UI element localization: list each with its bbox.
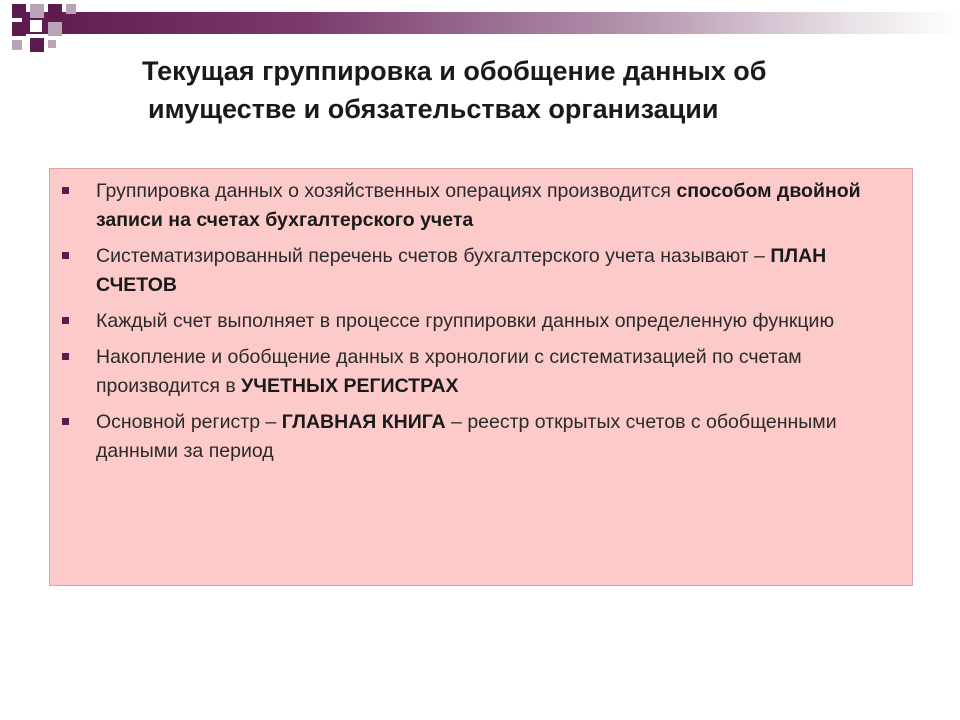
bullet-text-bold: ПЛАН СЧЕТОВ — [96, 245, 827, 296]
decoration-square — [30, 4, 44, 18]
slide-title-line1: Текущая группировка и обобщение данных об — [142, 56, 767, 86]
decoration-square — [48, 22, 62, 36]
bullet-text: Каждый счет выполняет в процессе группировки данных определенную функцию — [96, 310, 835, 332]
square-bullet-icon — [62, 353, 69, 360]
square-bullet-icon — [62, 252, 69, 259]
square-bullet-icon — [62, 418, 69, 425]
header-decoration-bar — [22, 12, 960, 34]
bullet-item — [62, 242, 902, 300]
bullet-item — [62, 408, 902, 466]
decoration-square — [30, 38, 44, 52]
square-bullet-icon — [62, 317, 69, 324]
bullet-text: Систематизированный перечень счетов бухгалтерского учета называют – — [96, 245, 771, 267]
bullet-text-bold: УЧЕТНЫХ РЕГИСТРАХ — [241, 375, 459, 397]
bullet-item — [62, 343, 902, 401]
decoration-square — [66, 4, 76, 14]
decoration-square — [12, 40, 22, 50]
decoration-square — [48, 40, 56, 48]
content-box — [49, 168, 913, 586]
bullet-list — [62, 177, 902, 473]
bullet-item — [62, 307, 902, 336]
square-bullet-icon — [62, 187, 69, 194]
bullet-item — [62, 177, 902, 235]
bullet-text-bold: ГЛАВНАЯ КНИГА — [281, 411, 446, 433]
bullet-text: – реестр открытых счетов с обобщенными данными за период — [96, 411, 837, 462]
decoration-square — [12, 4, 26, 18]
slide-title-line2: имуществе и обязательствах организации — [148, 94, 719, 124]
bullet-text: Накопление и обобщение данных в хронологии с систематизацией по счетам производится в — [96, 346, 802, 397]
bullet-text-bold: способом двойной записи на счетах бухгалтерского учета — [96, 180, 861, 231]
bullet-text: Группировка данных о хозяйственных операциях производится — [96, 180, 677, 202]
decoration-square — [30, 20, 42, 32]
decoration-square — [48, 4, 62, 18]
slide-title — [110, 52, 890, 128]
decoration-square — [12, 22, 26, 36]
bullet-text: Основной регистр – — [96, 411, 282, 433]
